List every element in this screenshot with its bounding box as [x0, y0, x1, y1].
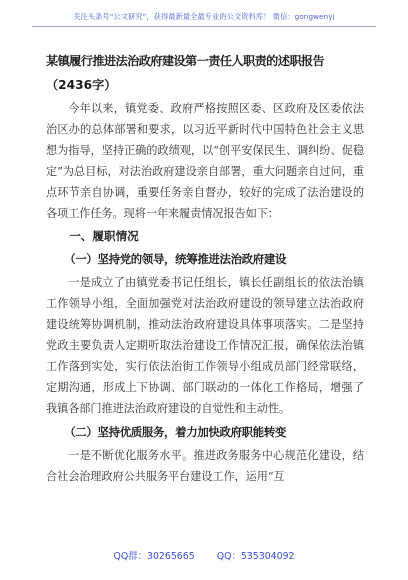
document-title: 某镇履行推进法治政府建设第一责任人职责的述职报告	[46, 54, 325, 68]
page-header	[0, 0, 408, 32]
footer-qq: QQ：535304092	[216, 551, 295, 562]
header-divider	[32, 26, 376, 27]
subsection-paragraph-2: 一是不断优化服务水平。推进政务服务中心规范化建设，结合社会治理政府公共服务平台建设工作，运用“互	[46, 449, 364, 483]
subsection-paragraph-1: 一是成立了由镇党委书记任组长，镇长任副组长的依法治镇工作领导小组，全面加强党对法治政府建设的领导建立法治政府建设统筹协调机制，推动法治政府建设具体事项落实。二是坚持党政主要负责人定期听取法治建设工作情况汇报，确保依法治镇工作落到实处，实行依法治街工作领导小组成员部门经常联络，定期沟通，形成上下协调、部门联动的一体化工作格局，增强了我镇各部门推进法治政府建设的自觉性和主动性。	[46, 276, 364, 415]
subsection-heading-1: （一）坚持党的领导，统筹推进法治政府建设	[64, 252, 287, 266]
intro-paragraph: 今年以来，镇党委、政府严格按照区委、区政府及区委依法治区办的总体部署和要求，以习近平新时代中国特色社会主义思想为指导，坚持正确的政绩观，以“创平安保民生、调纠纷、促稳定”为总目标，对法治政府建设亲自部署，重大问题亲自过问，重点环节亲自协调，重要任务亲自督办，较好的完成了法治建设的各项工作任务。现将一年来履责情况报告如下：	[46, 102, 364, 220]
subsection-heading-2: （二）坚持优质服务，着力加快政府职能转变	[64, 425, 287, 439]
page-footer	[0, 548, 408, 562]
word-count: （2436字）	[46, 78, 117, 92]
footer-qq-group: QQ群：30265665	[113, 551, 195, 562]
document-body	[46, 52, 364, 487]
header-banner: 关注头条号“公文研究”，获得最新最全最专业的公文资料库！ 微信：gongwenyj	[73, 11, 335, 21]
section-heading: 一、履职情况	[69, 229, 139, 243]
